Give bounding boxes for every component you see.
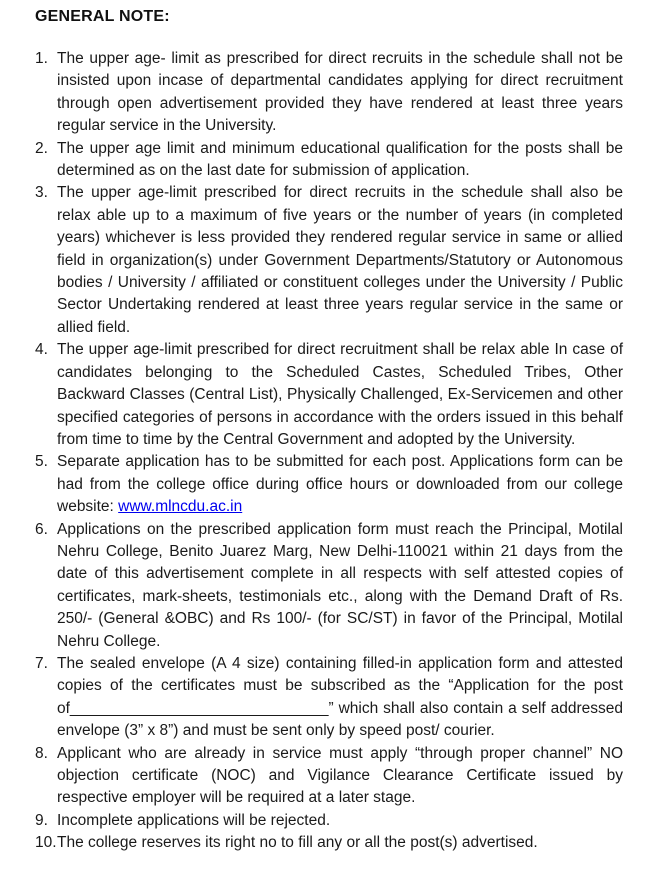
note-text: The upper age limit and minimum educational qualification for the posts shall be determined as on the last date for submission of application. [57, 139, 623, 180]
note-number: 5. [35, 453, 48, 471]
college-website-link[interactable]: www.mlncdu.ac.in [118, 498, 243, 516]
note-number: 2. [35, 139, 48, 157]
note-number: 7. [35, 654, 48, 672]
note-item-9 [35, 810, 623, 832]
note-number: 3. [35, 184, 48, 202]
note-text: The upper age- limit as prescribed for direct recruits in the schedule shall not be insisted upon incase of departmental candidates applying for direct recruitment through open advertisement provided they have rendered at least three years regular service in the University. [57, 50, 623, 135]
note-item-6 [35, 519, 623, 653]
note-number: 9. [35, 811, 48, 829]
note-item-10 [35, 832, 623, 854]
note-item-7 [35, 653, 623, 743]
note-text: The sealed envelope (A 4 size) containing filled-in application form and attested copies of the certificates must be subscribed as the “Application for the post of______________________________” which shall also contain a self addressed envelope (3” x 8”) and must be sent only by speed post/ courier. [57, 654, 623, 740]
note-number: 1. [35, 50, 48, 67]
note-text-before-link: Separate application has to be submitted for each post. Applications form can be had from the college office during office hours or downloaded from our college website: [57, 453, 623, 516]
note-item-2 [35, 138, 623, 183]
note-number: 6. [35, 520, 48, 538]
note-item-8 [35, 743, 623, 810]
note-item-3 [35, 182, 623, 339]
note-number: 10. [35, 834, 57, 852]
page-title: GENERAL NOTE: [35, 8, 170, 25]
note-item-4 [35, 339, 623, 451]
note-item-5 [35, 451, 623, 518]
note-text: The upper age-limit prescribed for direct recruitment shall be relax able In case of candidates belonging to the Scheduled Castes, Scheduled Tribes, Other Backward Classes (Central List), Physically Challenged, Ex-Servicemen and other specified categories of persons in accordance with the orders issued in this behalf from time to time by the Central Government and adopted by the University. [57, 341, 623, 448]
note-text: The upper age-limit prescribed for direct recruits in the schedule shall also be relax able up to a maximum of five years or the number of years (in completed years) whichever is less provided they rendered regular service in same or allied field in organization(s) under Government Departments/Statutory or Autonomous bodies / University / affiliated or constituent colleges under the University / Public Sector Undertaking rendered at least three years regular service in the same or allied field. [57, 184, 623, 336]
general-notes-list [35, 48, 623, 855]
note-text: Incomplete applications will be rejected. [57, 811, 331, 829]
note-number: 4. [35, 341, 48, 359]
note-item-1 [35, 48, 623, 138]
note-text [57, 451, 623, 518]
note-number: 8. [35, 744, 48, 762]
note-text: The college reserves its right no to fill any or all the post(s) advertised. [57, 834, 538, 852]
note-text: Applications on the prescribed application form must reach the Principal, Motilal Nehru College, Benito Juarez Marg, New Delhi-110021 within 21 days from the date of this advertisement complete in all respects with self attested copies of certificates, mark-sheets, testimonials etc., along with the Demand Draft of Rs. 250/- (General &OBC) and Rs 100/- (for SC/ST) in favor of the Principal, Motilal Nehru College. [57, 520, 623, 650]
note-text: Applicant who are already in service must apply “through proper channel” NO objection certificate (NOC) and Vigilance Clearance Certificate issued by respective employer will be required at a later stage. [57, 744, 623, 807]
